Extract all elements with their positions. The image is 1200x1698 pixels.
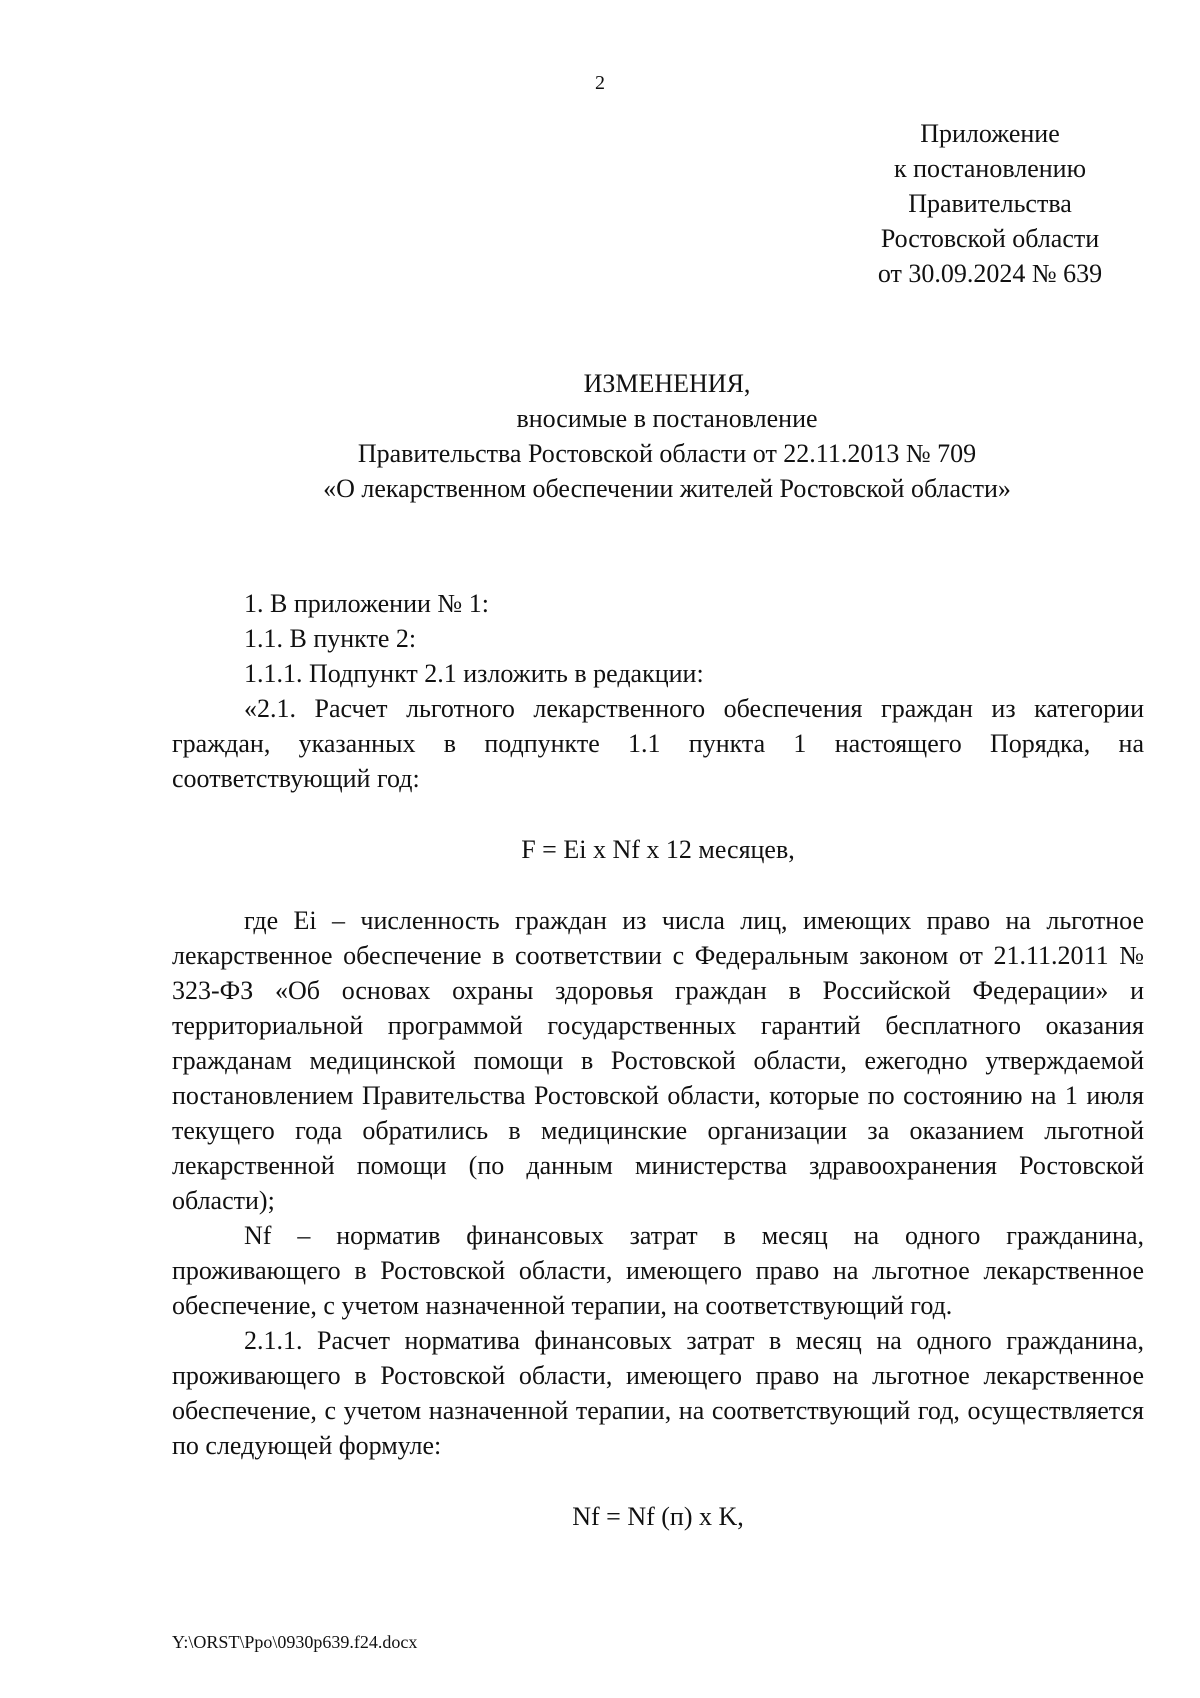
appendix-line-3: Правительства <box>908 189 1072 218</box>
title-line-2: вносимые в постановление <box>516 404 818 433</box>
title-heading: ИЗМЕНЕНИЯ, <box>583 369 751 398</box>
paragraph-4: «2.1. Расчет льготного лекарственного обеспечения граждан из категории граждан, указанных в подпункте 1.1 пункта 1 настоящего Порядка, на соответствующий год: <box>172 694 1144 793</box>
appendix-line-1: Приложение <box>920 119 1060 148</box>
paragraph-1: 1. В приложении № 1: <box>244 589 489 618</box>
file-path-footer: Y:\ORST\Ppo\0930p639.f24.docx <box>172 1632 418 1652</box>
appendix-line-2: к постановлению <box>893 154 1087 183</box>
document-title <box>172 366 1162 506</box>
appendix-block <box>840 116 1140 291</box>
appendix-line-5: от 30.09.2024 № 639 <box>877 259 1103 288</box>
title-line-4: «О лекарственном обеспечении жителей Ростовской области» <box>323 474 1011 503</box>
appendix-line-4: Ростовской области <box>880 224 1100 253</box>
formula-2: Nf = Nf (п) x K, <box>572 1502 744 1531</box>
paragraph-5: где Ei – численность граждан из числа лиц, имеющих право на льготное лекарственное обеспечение в соответствии с Федеральным законом от 21.11.2011 № 323-ФЗ «Об основах охраны здоровья граждан в Российской Федерации» и территориальной программой государственных гарантий бесплатного оказания гражданам медицинской помощи в Ростовской области, ежегодно утверждаемой постановлением Правительства Ростовской области, которые по состоянию на 1 июля текущего года обратились в медицинские организации за оказанием льготной лекарственной помощи (по данным министерства здравоохранения Ростовской области); <box>172 906 1144 1215</box>
page-number: 2 <box>595 72 605 94</box>
paragraph-6: Nf – норматив финансовых затрат в месяц на одного гражданина, проживающего в Ростовской области, имеющего право на льготное лекарственное обеспечение, с учетом назначенной терапии, на соответствующий год. <box>172 1221 1144 1320</box>
paragraph-3: 1.1.1. Подпункт 2.1 изложить в редакции: <box>244 659 704 688</box>
paragraph-2: 1.1. В пункте 2: <box>244 624 417 653</box>
paragraph-7: 2.1.1. Расчет норматива финансовых затрат в месяц на одного гражданина, проживающего в Ростовской области, имеющего право на льготное лекарственное обеспечение, с учетом назначенной терапии, на соответствующий год, осуществляется по следующей формуле: <box>172 1326 1144 1460</box>
document-body <box>172 586 1144 1534</box>
title-line-3: Правительства Ростовской области от 22.11.2013 № 709 <box>357 439 977 468</box>
formula-1: F = Ei x Nf x 12 месяцев, <box>521 835 795 864</box>
